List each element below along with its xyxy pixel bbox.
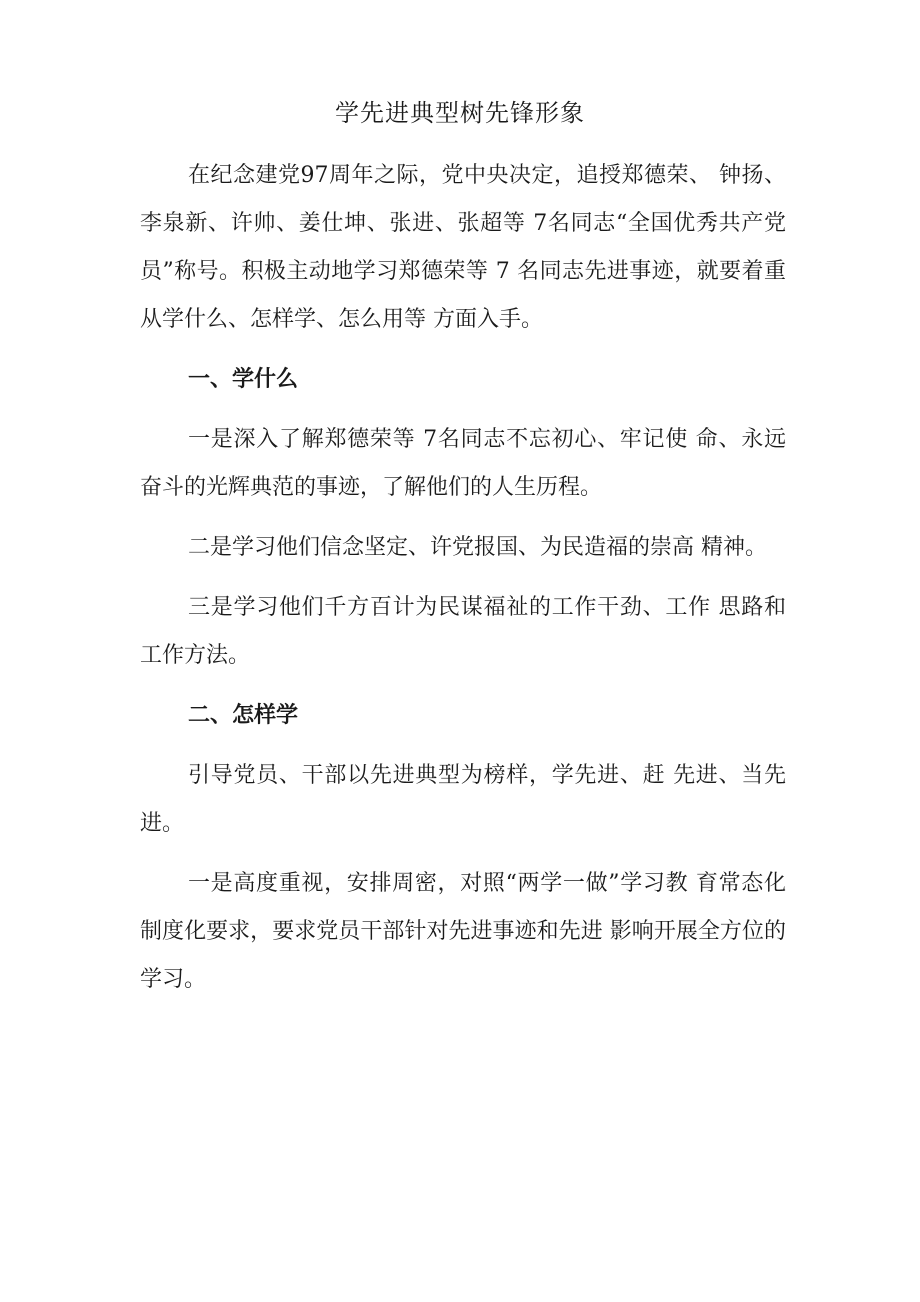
- paragraph-point-one: 一是深入了解郑德荣等 7名同志不忘初心、牢记使 命、永远奋斗的光辉典范的事迹，了解他们的人生历程。: [140, 427, 786, 500]
- paragraph-point-two: 二是学习他们信念坚定、许党报国、为民造福的崇高 精神。: [188, 535, 767, 560]
- paragraph-point-three: 三是学习他们千方百计为民谋福祉的工作干劲、工作 思路和工作方法。: [140, 595, 786, 668]
- paragraph-guidance: 引导党员、干部以先进典型为榜样，学先进、赶 先进、当先进。: [140, 763, 786, 836]
- document-body: [140, 152, 786, 1004]
- document-title: 学先进典型树先锋形象: [335, 99, 585, 127]
- paragraph-intro: 在纪念建党97周年之际，党中央决定，追授郑德荣、 钟扬、李泉新、许帅、姜仕坤、张进、张超等 7名同志“全国优秀共产党员”称号。积极主动地学习郑德荣等 7 名同志先进事迹，就要着重从学什么、怎样学、怎么用等 方面入手。: [140, 163, 786, 332]
- section-heading-how-to-learn: 二、怎样学: [188, 703, 299, 728]
- section-heading-what-to-learn: 一、学什么: [188, 367, 299, 392]
- paragraph-how-point-one: 一是高度重视，安排周密，对照“两学一做”学习教 育常态化制度化要求，要求党员干部针对先进事迹和先进 影响开展全方位的学习。: [140, 871, 786, 992]
